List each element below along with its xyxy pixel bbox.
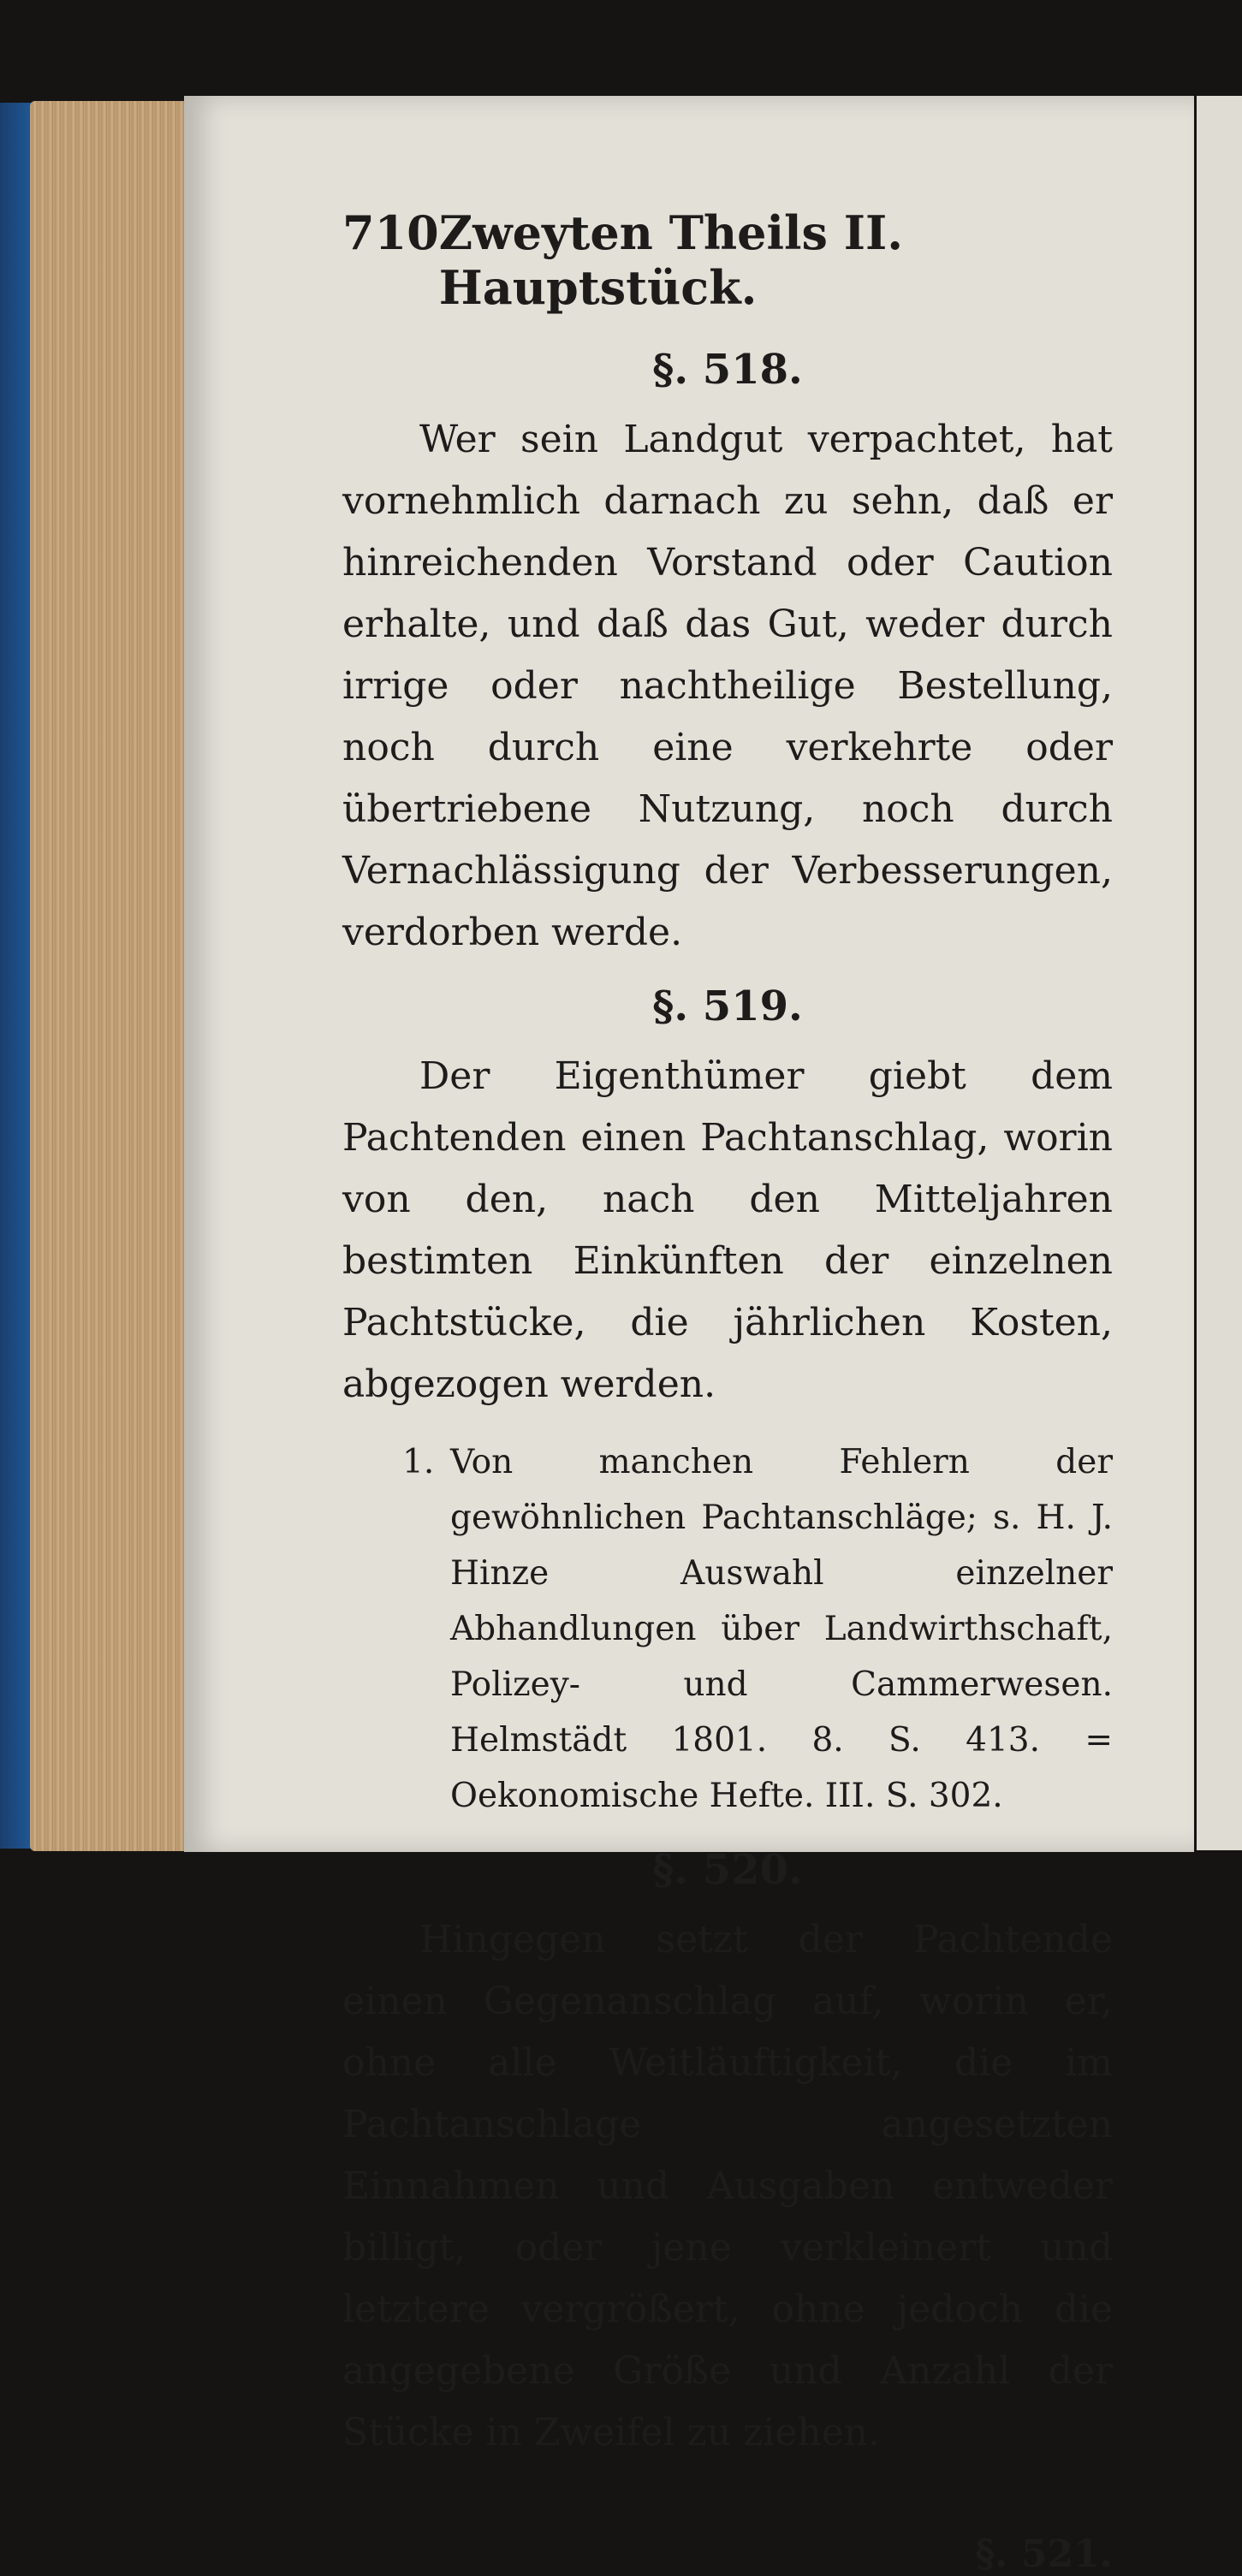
section-heading-518: §. 518. — [652, 346, 803, 394]
section-text-518: Wer sein Landgut verpachtet, hat vornehmlich darnach zu sehn, daß er hinreichenden Vorstand oder Caution erhalte, und daß das Gut, weder durch irrige oder nachtheilige Bestellung, noch durch eine verkehrte oder übertriebene Nutzung, noch durch Vernachlässigung der Verbesserungen, verdorben werde. — [342, 418, 1113, 954]
page-number: 710 — [342, 205, 439, 260]
section-text-520: Hingegen setzt der Pachtende einen Gegenanschlag auf, worin er, ohne alle Weitläuftigkeit, die im Pachtanschlage angesetzten Einnahmen und Ausgaben entweder billigt, oder jene verkleinert und letztere vergrößert, ohne jedoch die angegebene Größe und Anzahl der Stücke in Zweifel zu ziehen. — [342, 1918, 1113, 2454]
footnote-text: Von manchen Fehlern der gewöhnlichen Pachtanschläge; s. H. J. Hinze Auswahl einzelner Abhandlungen über Landwirthschaft, Polizey- und Cammerwesen. Helmstädt 1801. 8. S. 413. = Oekonomische Hefte. III. S. 302. — [450, 1443, 1113, 1815]
section-heading-520: §. 520. — [652, 1846, 803, 1894]
page-edges — [30, 101, 193, 1851]
footnote-number: 1. — [402, 1443, 435, 1481]
footnote — [342, 1434, 1113, 1824]
section-text-519: Der Eigenthümer giebt dem Pachtenden einen Pachtanschlag, worin von den, nach den Mitteljahren bestimten Einkünften der einzelnen Pachtstücke, die jährlichen Kosten, abgezogen werden. — [342, 1054, 1113, 1406]
running-title: Zweyten Theils II. Hauptstück. — [438, 205, 904, 315]
page-content — [342, 205, 1113, 2576]
right-page-edge — [1197, 96, 1242, 1850]
running-header — [342, 205, 1113, 315]
catchword: §. 521. — [975, 2532, 1113, 2576]
section-heading-519: §. 519. — [652, 982, 803, 1030]
